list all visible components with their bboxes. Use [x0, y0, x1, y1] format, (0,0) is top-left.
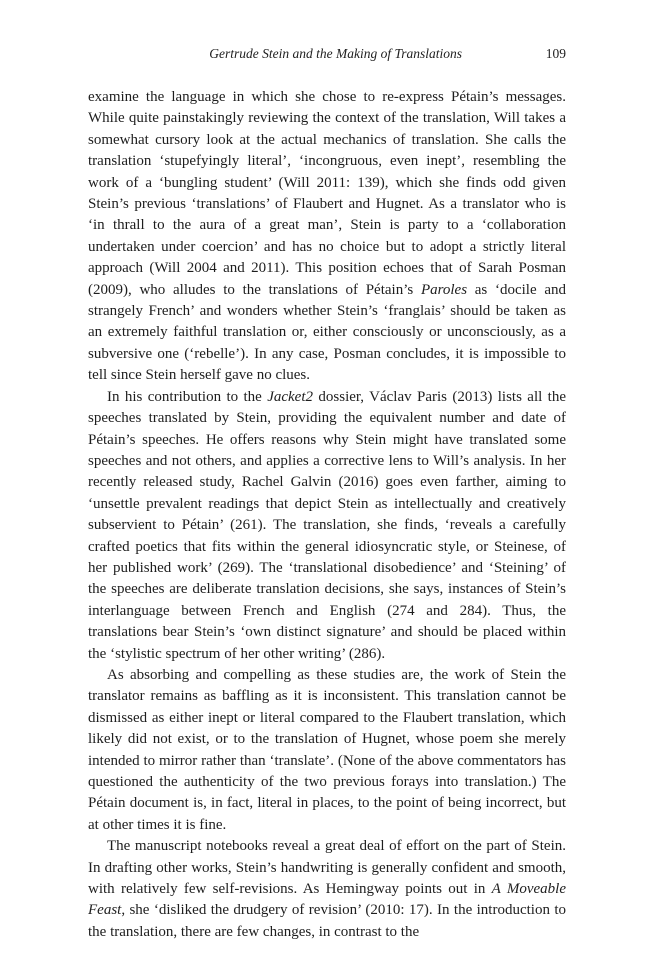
text-run: In his contribution to the — [107, 388, 268, 405]
paragraph-3 — [88, 665, 566, 836]
text-run-italic: A Moveable Feast — [88, 881, 566, 919]
text-run-italic: Paroles — [420, 281, 468, 298]
paragraph-4 — [88, 836, 566, 943]
page-number: 109 — [545, 46, 566, 61]
text-run: as ‘docile and strangely French’ and wonders whether Stein’s ‘franglais’ should be taken as an extremely faithful translation or, either consciously or unconsciously, as a subversive one (‘rebelle’). In any case, Posman concludes, it is impossible to tell since Stein herself gave no clues. — [88, 281, 566, 384]
text-run: examine the language in which she chose to re-express Pétain’s messages. While quite painstakingly reviewing the context of the translation, Will takes a somewhat cursory look at the actual mechanics of translation. She calls the translation ‘stupefyingly literal’, ‘incongruous, even inept’, resembling the work of a ‘bungling student’ (Will 2011: 139), which she finds odd given Stein’s previous ‘translations’ of Flaubert and Hugnet. As a translator who is ‘in thrall to the aura of a great man’, Stein is party to a ‘collaboration undertaken under coercion’ and has no choice but to adopt a strictly literal approach (Will 2004 and 2011). This position echoes that of Sarah Posman (2009), who alludes to the translations of Pétain’s — [88, 89, 566, 298]
paragraph-2 — [88, 387, 566, 665]
text-run: dossier, Václav Paris (2013) lists all the speeches translated by Stein, providing the equivalent number and date of Pétain’s speeches. He offers reasons why Stein might have translated some speeches and not others, and applies a corrective lens to Will’s analysis. In her recently released study, Rachel Galvin (2016) goes even farther, aiming to ‘unsettle prevalent readings that depict Stein as intellectually and creatively subservient to Pétain’ (261). The translation, she finds, ‘reveals a carefully crafted poetics that fits within the general idiosyncratic style, or Steinese, of her published work’ (269). The ‘translational disobedience’ and ‘Steining’ of the speeches are deliberate translation decisions, she says, instances of Stein’s interlanguage between French and English (274 and 284). Thus, the translations bear Stein’s ‘own distinct signature’ and should be placed within the ‘stylistic spectrum of her other writing’ (286). — [88, 388, 566, 662]
text-run: , she ‘disliked the drudgery of revision’ (2010: 17). In the introduction to the translation, there are few changes, in contrast to the — [88, 902, 566, 940]
body-text — [88, 87, 566, 943]
running-head — [88, 46, 566, 66]
text-run: The manuscript notebooks reveal a great deal of effort on the part of Stein. In drafting other works, Stein’s handwriting is generally confident and smooth, with relatively few self-revisions. As Hemingway points out in — [88, 838, 566, 898]
text-run-italic: Jacket2 — [267, 388, 314, 405]
running-title: Gertrude Stein and the Making of Translations — [209, 46, 462, 61]
paragraph-1 — [88, 87, 566, 387]
text-run: As absorbing and compelling as these studies are, the work of Stein the translator remains as baffling as it is inconsistent. This translation cannot be dismissed as either inept or literal compared to the Flaubert translation, which likely did not exist, or to the translation of Hugnet, whose poem she merely intended to mirror rather than ‘translate’. (None of the above commentators has questioned the authenticity of the two previous forays into translation.) The Pétain document is, in fact, literal in places, to the point of being incorrect, but at other times it is fine. — [88, 666, 566, 833]
